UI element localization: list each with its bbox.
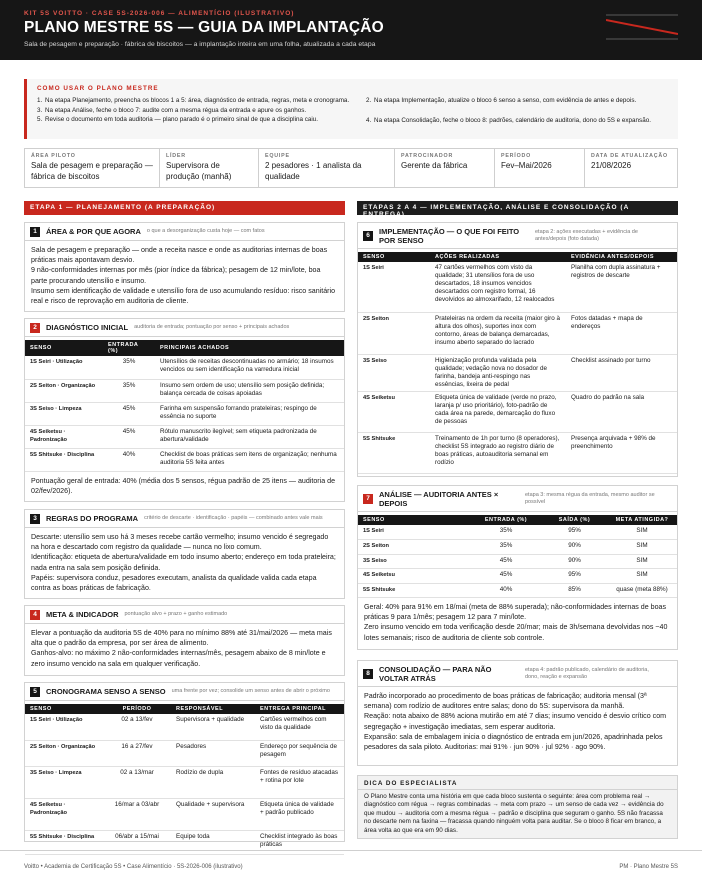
table-row: 3S Seiso · Limpeza 45% Farinha em suspensão forrando prateleiras; respingo de essência no suporte — [25, 402, 344, 425]
diagnosis-summary: Pontuação geral de entrada: 40% (média dos 5 sensos, régua padrão de 25 itens — auditoria de 02/fev/2026). — [31, 476, 336, 495]
expert-tip-box — [357, 775, 678, 839]
table-row: 2S Seiton · Organização 35% Insumo sem ordem de uso; utensílio sem posição definida; balança cercada de coisas apoiadas — [25, 379, 344, 402]
block-number: 7 — [363, 494, 373, 504]
table-row: 4S Seiketsu · Padronização 16/mar a 03/abr Qualidade + supervisora Etiqueta única de validade + padrão publicado — [25, 798, 344, 830]
footer-left: Voitto • Academia de Certificação 5S • Case Alimentício · 5S-2026-006 (ilustrativo) — [24, 864, 243, 870]
table-row: 3S Seiso 45% 90% SIM — [358, 554, 677, 569]
page-subtitle: Sala de pesagem e preparação · fábrica de biscoitos — a implantação inteira em uma folha, atualizada a cada etapa — [24, 41, 376, 48]
meta-leader: LÍDER Supervisora de produção (manhã) — [160, 149, 259, 187]
meta-sponsor: PATROCINADOR Gerente da fábrica — [395, 149, 495, 187]
expert-tip-text: O Plano Mestre conta uma história em que cada bloco sustenta o seguinte: área com problema real → diagnóstico com régua → regras combinadas → meta com prazo → um senso de cada vez → evidência do que mudou → auditoria com a mesma régua → padrão e disciplina que seguram o ganho. 5S não fracassa no descarte nem na faxina — fracassa quando ninguém volta para auditar. Se o bloco 8 ficar em branco, a área volta ao que era em 90 dias. — [364, 793, 664, 834]
block-title: DIAGNÓSTICO INICIAL — [46, 323, 129, 332]
block-program-rules — [24, 509, 345, 599]
page-header — [0, 0, 702, 60]
block-paragraph: Elevar a pontuação da auditoria 5S de 40% para no mínimo 88% até 31/mai/2026 — meta mais alta que o padrão da empresa, por ser área de alimento. — [31, 629, 332, 648]
table-header-row: SENSO ENTRADA (%) PRINCIPAIS ACHADOS — [25, 340, 344, 356]
meta-team: EQUIPE 2 pesadores · 1 analista da qualidade — [259, 149, 395, 187]
table-row: 1S Seiri · Utilização 02 a 13/fev Supervisora + qualidade Cartões vermelhos com visto da qualidade — [25, 714, 344, 740]
how-to-right-column — [366, 96, 668, 125]
page-footer — [0, 850, 702, 882]
table-row: 1S Seiri 47 cartões vermelhos com visto da qualidade; 31 utensílios fora de uso descartados, 18 insumos vencidos descartados com registro formal, 16 devolvidos ao almoxarifado, 12 realocados Planilha com dupla assinatura + registros de descarte — [358, 262, 677, 312]
table-row: 4S Seiketsu Etiqueta única de validade (verde no prazo, laranja p/ uso prioritário), foto-padrão de cada área na parede, demarcação do fluxo de pessoas Quadro do padrão na sala — [358, 391, 677, 432]
block-title: META & INDICADOR — [46, 610, 119, 619]
table-row: 2S Seiton · Organização 16 a 27/fev Pesadores Endereço por sequência de pesagem — [25, 740, 344, 766]
table-header-row: SENSO ENTRADA (%) SAÍDA (%) META ATINGIDA? — [358, 515, 677, 525]
block-title: REGRAS DO PROGRAMA — [46, 514, 139, 523]
block-analysis — [357, 485, 678, 650]
table-row: 2S Seiton 35% 90% SIM — [358, 540, 677, 555]
header-kicker: KIT 5S VOITTO · CASE 5S-2026-006 — ALIMENTÍCIO (ILUSTRATIVO) — [24, 10, 295, 17]
block-consolidation — [357, 660, 678, 766]
stage-planning-banner: ETAPA 1 — PLANEJAMENTO (A PREPARAÇÃO) — [24, 201, 345, 215]
table-row: 4S Seiketsu 45% 95% SIM — [358, 569, 677, 584]
table-row: 5S Shitsuke · Disciplina 06/abr a 15/mai Equipe toda Checklist integrado às boas práticas — [25, 830, 344, 854]
schedule-table — [25, 704, 344, 855]
block-number: 2 — [30, 323, 40, 333]
how-to-title: COMO USAR O PLANO MESTRE — [37, 85, 159, 92]
page-title: PLANO MESTRE 5S — GUIA DA IMPLANTAÇÃO — [24, 19, 384, 36]
block-hint: etapa 2: ações executadas + evidência de antes/depois (foto datada) — [535, 229, 638, 242]
block-paragraph: Geral: 40% para 91% em 18/mai (meta de 88% superada); não-conformidades internas de boas práticas 9 para 1/mês; pesagem 12 para 7 min/lote. — [364, 603, 667, 622]
block-hint: auditoria de entrada; pontuação por senso + principais achados — [134, 324, 290, 331]
block-title: ANÁLISE — AUDITORIA ANTES × DEPOIS — [379, 489, 499, 508]
block-number: 8 — [363, 669, 373, 679]
block-paragraph: Ganhos-alvo: no máximo 2 não-conformidades internas/mês, pesagem abaixo de 8 min/lote e zero insumo vencido na sala em qualquer verificação. — [31, 649, 326, 668]
table-row: 3S Seiso · Limpeza 02 a 13/mar Rodízio de dupla Fontes de resíduo atacadas + rotina por lote — [25, 766, 344, 798]
block-paragraph: Papéis: supervisora conduz, pesadores executam, analista da qualidade valida cada etapa contra as boas práticas de fabricação. — [31, 573, 317, 593]
block-title: CRONOGRAMA SENSO A SENSO — [46, 687, 166, 696]
decorative-line-graphic — [606, 12, 678, 42]
how-to-step: 4. Na etapa Consolidação, feche o bloco 8: padrões, calendário de auditoria, dono do 5S e expansão. — [366, 116, 651, 124]
expert-tip-title: DICA DO ESPECIALISTA — [358, 776, 677, 790]
table-row: 4S Seiketsu · Padronização 45% Rótulo manuscrito ilegível; sem etiqueta padronizada de abertura/validade — [25, 425, 344, 448]
table-row: 1S Seiri 35% 95% SIM — [358, 525, 677, 540]
block-hint: o que a desorganização custa hoje — com fatos — [146, 228, 265, 235]
block-paragraph: Padrão incorporado ao procedimento de boas práticas de fabricação; auditoria mensal (3ª semana) com rodízio de auditores entre salas; dono do 5S: supervisora da manhã. — [364, 692, 647, 711]
footer-right: PM · Plano Mestre 5S — [619, 864, 678, 870]
how-to-box — [24, 79, 678, 139]
table-row: 1S Seiri · Utilização 35% Utensílios de receitas descontinuadas no armário; 18 insumos vencidos ou sem identificação na varredura inicial — [25, 356, 344, 379]
block-number: 6 — [363, 231, 373, 241]
meta-period: PERÍODO Fev–Mai/2026 — [495, 149, 585, 187]
block-paragraph: Expansão: sala de embalagem inicia o diagnóstico de entrada em jun/2026, apadrinhada pelos pesadores da sala piloto. Auditorias: mai 91% · jun 90% · jul 92% · ago 90%. — [364, 732, 663, 752]
block-hint: pontuação alvo + prazo + ganho estimado — [124, 611, 228, 618]
how-to-step: 3. Na etapa Análise, feche o bloco 7: audite com a mesma régua da entrada e apure os ganhos. — [37, 106, 307, 114]
how-to-step: 5. Revise o documento em toda auditoria — plano parado é o primeiro sinal de que a disciplina caiu. — [37, 116, 319, 123]
how-to-step: 1. Na etapa Planejamento, preencha os blocos 1 a 5: área, diagnóstico de entrada, regras, meta e cronograma. — [37, 97, 350, 104]
block-number: 1 — [30, 227, 40, 237]
block-goal-indicator — [24, 605, 345, 676]
table-row: 5S Shitsuke · Disciplina 40% Checklist de boas práticas sem itens de organização; nenhuma auditoria 5S feita antes — [25, 448, 344, 471]
block-paragraph: Sala de pesagem e preparação — onde a receita nasce e onde as auditorias internas de boas práticas mais apontavam desvio. — [31, 246, 328, 265]
meta-area: ÁREA PILOTO Sala de pesagem e preparação — fábrica de biscoitos — [25, 149, 160, 187]
block-paragraph: 9 não-conformidades internas por mês (pior índice da fábrica); pesagem de 12 min/lote, boa parte procurando utensílio e insumo. — [31, 266, 321, 285]
analysis-table — [358, 515, 677, 598]
block-title: CONSOLIDAÇÃO — PARA NÃO VOLTAR ATRÁS — [379, 664, 492, 683]
block-paragraph: Insumo sem identificação de validade e utensílio fora de uso acumulando resíduo: risco sanitário real e risco de reprovação em auditoria de cliente. — [31, 286, 336, 306]
block-hint: critério de descarte · identificação · papéis — combinado antes vale mais — [144, 515, 323, 522]
block-schedule — [24, 682, 345, 848]
table-header-row: SENSO PERÍODO RESPONSÁVEL ENTREGA PRINCIPAL — [25, 704, 344, 714]
table-row: 2S Seiton Prateleiras na ordem da receita (maior giro à altura dos olhos), suportes inox com contorno, áreas de balança demarcadas, insumo aberto separado do lacrado Fotos datadas + mapa de endereços — [358, 312, 677, 354]
block-title: IMPLEMENTAÇÃO — O QUE FOI FEITO POR SENSO — [379, 226, 520, 245]
block-paragraph: Identificação: etiqueta de abertura/validade em todo insumo aberto; endereço em toda prateleira; nada entra na sala sem posição definida. — [31, 553, 336, 572]
table-row: 3S Seiso Higienização profunda validada pela qualidade; vedação nova no dosador de farinha, bandeja anti-respingo nas essências, lixeira de pedal Checklist assinado por turno — [358, 354, 677, 391]
implementation-table — [358, 252, 677, 474]
table-row: 5S Shitsuke Treinamento de 1h por turno (8 operadores), checklist 5S integrado ao registro diário de boas práticas, autoauditoria semanal em rodízio Presença arquivada + 98% de preenchimento — [358, 432, 677, 473]
block-paragraph: Descarte: utensílio sem uso há 3 meses recebe cartão vermelho; insumo vencido é segregado na hora e descartado com registro da qualidade — nunca no lixo comum. — [31, 533, 329, 552]
project-meta-row — [24, 148, 678, 188]
how-to-step: 2. Na etapa Implementação, atualize o bloco 6 senso a senso, com evidência de antes e depois. — [366, 97, 637, 104]
block-area-why-now — [24, 222, 345, 312]
block-hint: uma frente por vez; consolide um senso antes de abrir o próximo — [171, 688, 330, 695]
block-hint: etapa 3: mesma régua da entrada, mesmo auditor se possível — [525, 492, 655, 505]
diagnosis-table — [25, 340, 344, 472]
block-hint: etapa 4: padrão publicado, calendário de auditoria, dono, reação e expansão — [525, 667, 649, 680]
block-number: 3 — [30, 514, 40, 524]
block-title: ÁREA & POR QUE AGORA — [46, 227, 141, 236]
block-initial-diagnosis — [24, 318, 345, 502]
how-to-left-column — [37, 96, 366, 125]
block-paragraph: Zero insumo vencido em toda verificação desde 20/mar; mais de 3h/semana devolvidas nos ~40 lotes semanais; risco de auditoria de cliente sob controle. — [364, 623, 668, 642]
table-row: 5S Shitsuke 40% 85% quase (meta 88%) — [358, 583, 677, 598]
block-number: 4 — [30, 610, 40, 620]
block-implementation — [357, 222, 678, 477]
stage-delivery-banner: ETAPAS 2 A 4 — IMPLEMENTAÇÃO, ANÁLISE E CONSOLIDAÇÃO (A ENTREGA) — [357, 201, 678, 215]
block-number: 5 — [30, 687, 40, 697]
table-header-row: SENSO AÇÕES REALIZADAS EVIDÊNCIA ANTES/DEPOIS — [358, 252, 677, 262]
meta-update-date: DATA DE ATUALIZAÇÃO 21/08/2026 — [591, 153, 668, 170]
block-paragraph: Reação: nota abaixo de 88% aciona mutirão em até 7 dias; insumo vencido é desvio crítico com segregação + investigação imediatas, sem esperar auditoria. — [364, 712, 667, 731]
